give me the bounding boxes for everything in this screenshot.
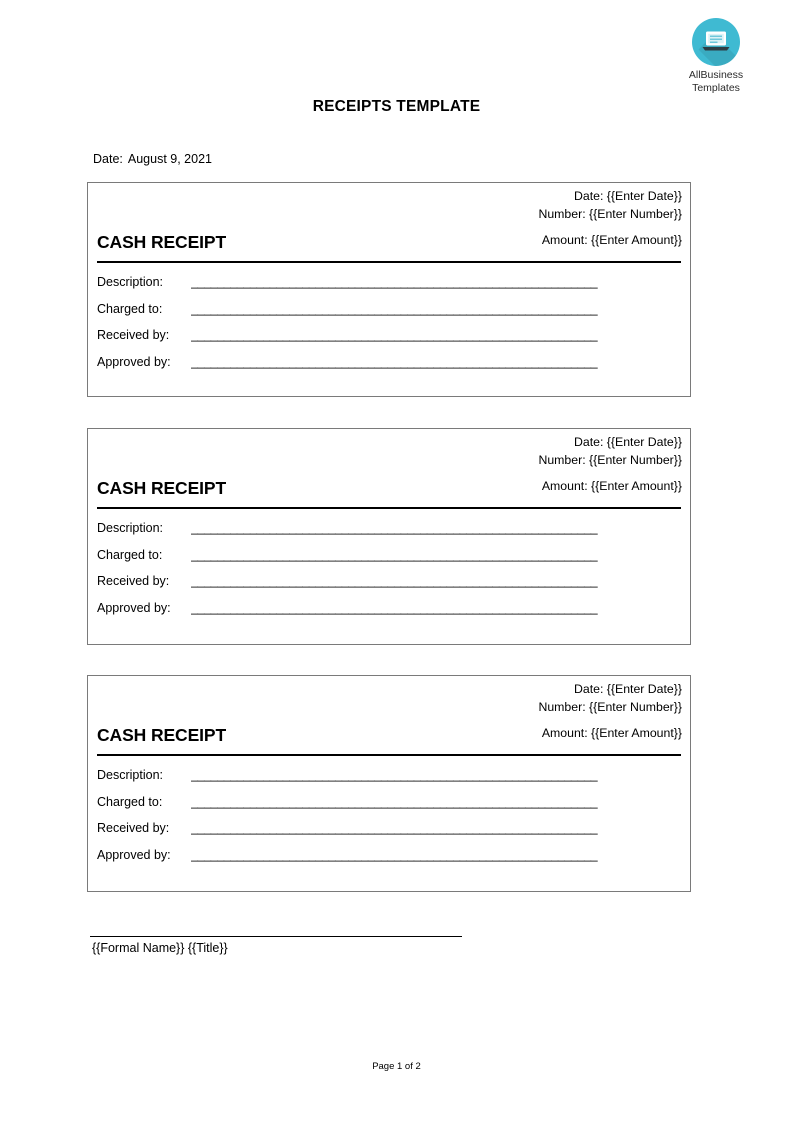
field-blank-line: ______________________________________________________________ [191, 354, 598, 369]
document-date [93, 152, 212, 166]
receipt-amount-line: Amount: {{Enter Amount}} [541, 726, 682, 740]
receipt-title: CASH RECEIPT [97, 232, 227, 252]
field-blank-line: ______________________________________________________________ [191, 768, 598, 782]
document-date-label: Date: [93, 152, 123, 166]
page-title: RECEIPTS TEMPLATE [312, 98, 481, 115]
receipt-fields [88, 263, 690, 381]
receipt-date-line: Date: {{Enter Date}} [573, 435, 682, 449]
field-description[interactable] [97, 275, 681, 302]
receipt-meta [538, 434, 682, 496]
field-description[interactable] [97, 521, 681, 548]
field-blank-line: ______________________________________________________________ [191, 847, 598, 862]
field-charged-to[interactable] [97, 795, 681, 822]
receipt-amount-line: Amount: {{Enter Amount}} [541, 233, 682, 247]
field-label: Received by: [97, 574, 170, 588]
field-blank-line: ______________________________________________________________ [191, 521, 598, 535]
field-label: Description: [97, 521, 163, 535]
receipt-fields [88, 756, 690, 874]
field-blank-line: ______________________________________________________________ [191, 328, 598, 342]
field-blank-line: ______________________________________________________________ [191, 600, 598, 615]
logo-circle [692, 18, 740, 66]
receipt-header [88, 429, 690, 507]
field-blank-line: ______________________________________________________________ [191, 574, 598, 588]
field-charged-to[interactable] [97, 548, 681, 575]
receipt-block [87, 675, 691, 892]
field-label: Description: [97, 275, 163, 289]
field-label: Received by: [97, 328, 170, 342]
field-label: Approved by: [97, 600, 171, 615]
receipt-meta [538, 188, 682, 250]
receipt-title: CASH RECEIPT [97, 725, 227, 745]
receipt-number-line: Number: {{Enter Number}} [538, 452, 682, 467]
field-received-by[interactable] [97, 821, 681, 848]
field-blank-line: ______________________________________________________________ [191, 821, 598, 835]
field-label: Approved by: [97, 847, 171, 862]
receipt-title: CASH RECEIPT [97, 478, 227, 498]
receipt-amount-line: Amount: {{Enter Amount}} [541, 479, 682, 493]
field-label: Charged to: [97, 794, 163, 809]
field-label: Description: [97, 768, 163, 782]
field-received-by[interactable] [97, 574, 681, 601]
page-footer: Page 1 of 2 [372, 1061, 421, 1072]
document-date-value: August 9, 2021 [127, 152, 212, 166]
field-description[interactable] [97, 768, 681, 795]
receipt-block [87, 182, 691, 397]
field-blank-line: ______________________________________________________________ [191, 275, 598, 289]
field-label: Received by: [97, 821, 170, 835]
field-label: Charged to: [97, 547, 163, 562]
brand-logo [666, 18, 766, 94]
field-charged-to[interactable] [97, 302, 681, 329]
field-label: Approved by: [97, 354, 171, 369]
receipt-block [87, 428, 691, 645]
field-received-by[interactable] [97, 328, 681, 355]
field-blank-line: ______________________________________________________________ [191, 547, 598, 562]
receipt-date-line: Date: {{Enter Date}} [573, 682, 682, 696]
signature-name: {{Formal Name}} {{Title}} [92, 941, 228, 955]
logo-text-line2: Templates [692, 81, 740, 94]
signature-line [90, 936, 462, 937]
logo-text-line1: AllBusiness [688, 69, 744, 81]
logo-text [666, 69, 766, 94]
field-blank-line: ______________________________________________________________ [191, 301, 598, 316]
receipt-number-line: Number: {{Enter Number}} [538, 206, 682, 221]
field-label: Charged to: [97, 301, 163, 316]
receipt-number-line: Number: {{Enter Number}} [538, 699, 682, 714]
field-approved-by[interactable] [97, 848, 681, 875]
field-approved-by[interactable] [97, 355, 681, 382]
receipt-meta [538, 681, 682, 743]
receipt-fields [88, 509, 690, 627]
receipt-date-line: Date: {{Enter Date}} [573, 189, 682, 203]
receipt-header [88, 676, 690, 754]
receipt-header [88, 183, 690, 261]
field-blank-line: ______________________________________________________________ [191, 794, 598, 809]
laptop-icon [701, 30, 731, 54]
field-approved-by[interactable] [97, 601, 681, 628]
